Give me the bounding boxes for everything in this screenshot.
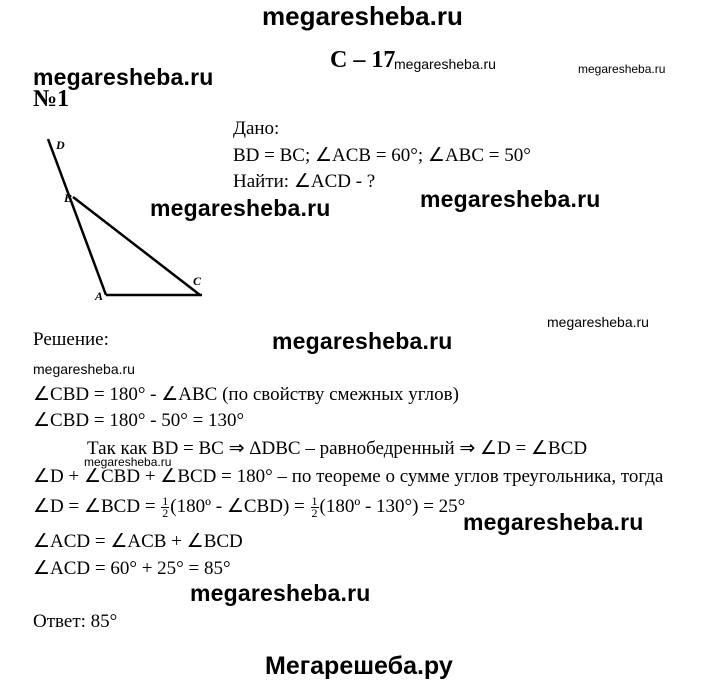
line5-part3: (180º - 130°) = 25° — [319, 496, 466, 517]
footer-brand: Мегарешеба.ру — [265, 652, 453, 680]
line5-part1: ∠D = ∠BCD = — [33, 496, 161, 517]
watermark-given: megaresheba.ru — [420, 186, 601, 212]
solution-line-6: ∠ACD = ∠ACB + ∠BCD — [33, 531, 243, 552]
label-b: B — [64, 191, 73, 205]
fraction-denominator-2: 2 — [311, 506, 318, 521]
watermark-figure: megaresheba.ru — [150, 195, 331, 221]
watermark-overlap: megaresheba.ru — [84, 455, 172, 469]
problem-number: №1 — [33, 86, 70, 112]
fraction-numerator-2: 1 — [311, 494, 318, 509]
answer: Ответ: 85° — [33, 611, 118, 632]
watermark-bottom: megaresheba.ru — [190, 580, 371, 606]
triangle-figure — [40, 135, 220, 305]
solution-line-4: ∠D + ∠CBD + ∠BCD = 180° – по теореме о сумме углов треугольника, тогда — [33, 466, 664, 487]
solution-line-3: Так как BD = BC ⇒ ΔDBC – равнобедренный ⇒ ∠D = ∠BCD — [87, 438, 588, 459]
watermark-result: megaresheba.ru — [463, 509, 644, 535]
line5-part2: (180º - ∠CBD) = — [170, 496, 310, 517]
watermark-header-left: megaresheba.ru — [33, 64, 214, 90]
solution-line-1: ∠CBD = 180° - ∠ABC (по свойству смежных углов) — [33, 384, 459, 405]
label-d: D — [56, 138, 65, 152]
solution-line-5 — [33, 495, 465, 519]
find-text: Найти: ∠ACD - ? — [233, 171, 376, 192]
solution-line-7: ∠ACD = 60° + 25° = 85° — [33, 558, 231, 579]
watermark-solution-right: megaresheba.ru — [547, 314, 649, 330]
fraction-half — [161, 496, 169, 519]
segment-b-c — [73, 197, 200, 295]
fraction-denominator: 2 — [162, 506, 169, 521]
label-c: C — [193, 274, 202, 288]
watermark-solution-left: megaresheba.ru — [33, 361, 135, 377]
solution-label: Решение: — [33, 329, 109, 350]
fraction-half-2 — [311, 496, 319, 519]
given-label: Дано: — [233, 118, 280, 139]
label-a: A — [95, 289, 104, 303]
solution-line-2: ∠CBD = 180° - 50° = 130° — [33, 410, 245, 431]
given-conditions: BD = BC; ∠ACB = 60°; ∠ABC = 50° — [233, 145, 531, 166]
watermark-header-right: megaresheba.ru — [578, 62, 666, 76]
watermark-top: megaresheba.ru — [262, 1, 463, 31]
watermark-inline-title: megaresheba.ru — [394, 56, 496, 72]
section-title: С – 17 — [330, 47, 396, 73]
fraction-numerator: 1 — [162, 494, 169, 509]
watermark-solution-mid: megaresheba.ru — [272, 328, 453, 354]
